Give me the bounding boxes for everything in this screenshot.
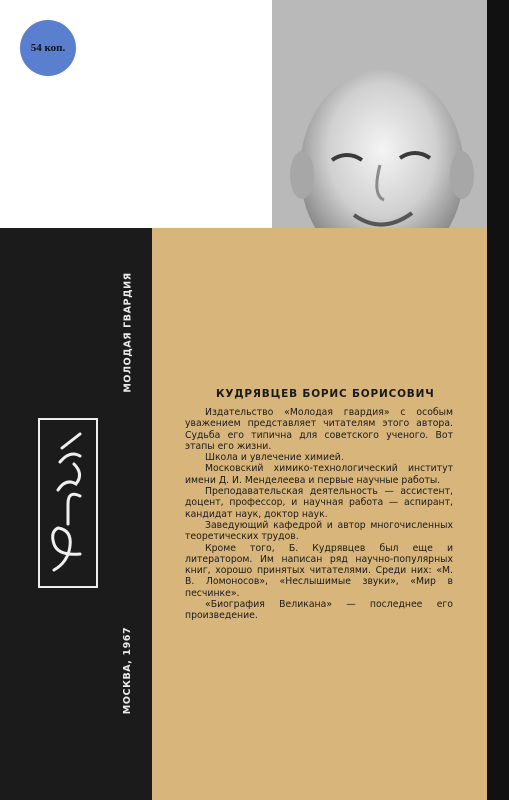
blurb-text [185,407,453,622]
paragraph: Преподавательская деятельность — ассистент, доцент, профессор, и научная работа — аспирант, кандидат наук, доктор наук. [185,486,453,520]
cover-edge [487,0,509,800]
paragraph: Заведующий кафедрой и автор многочисленных теоретических трудов. [185,519,453,543]
paragraph: «Биография Великана» — последнее его произведение. [185,599,453,622]
series-monogram-icon [40,420,96,586]
paragraph: Кроме того, Б. Кудрявцев был еще и литератором. Им написан ряд научно-популярных книг, хорошо принятых читателями. Среди них: «М. В. Ломоносов», «Неслышимые звуки», «Мир в песчинке». [185,542,453,599]
paragraph: Издательство «Молодая гвардия» с особым уважением представляет читателям этого автора. Судьба его типична для советского ученого. Вот этапы его жизни. [185,407,453,452]
price-badge [20,20,76,76]
price-text: 54 коп. [30,42,66,54]
paragraph: Московский химико-технологический институт имени Д. И. Менделеева и первые научные работы. [185,463,453,486]
publisher-label: МОЛОДАЯ ГВАРДИЯ [122,271,134,393]
paragraph: Школа и увлечение химией. [205,452,344,464]
city-year-label: МОСКВА, 1967 [122,626,134,714]
author-name: КУДРЯВЦЕВ БОРИС БОРИСОВИЧ [216,388,435,400]
series-logo-icon [38,418,98,588]
spine-city-year [108,600,148,740]
spine-publisher [108,262,148,402]
